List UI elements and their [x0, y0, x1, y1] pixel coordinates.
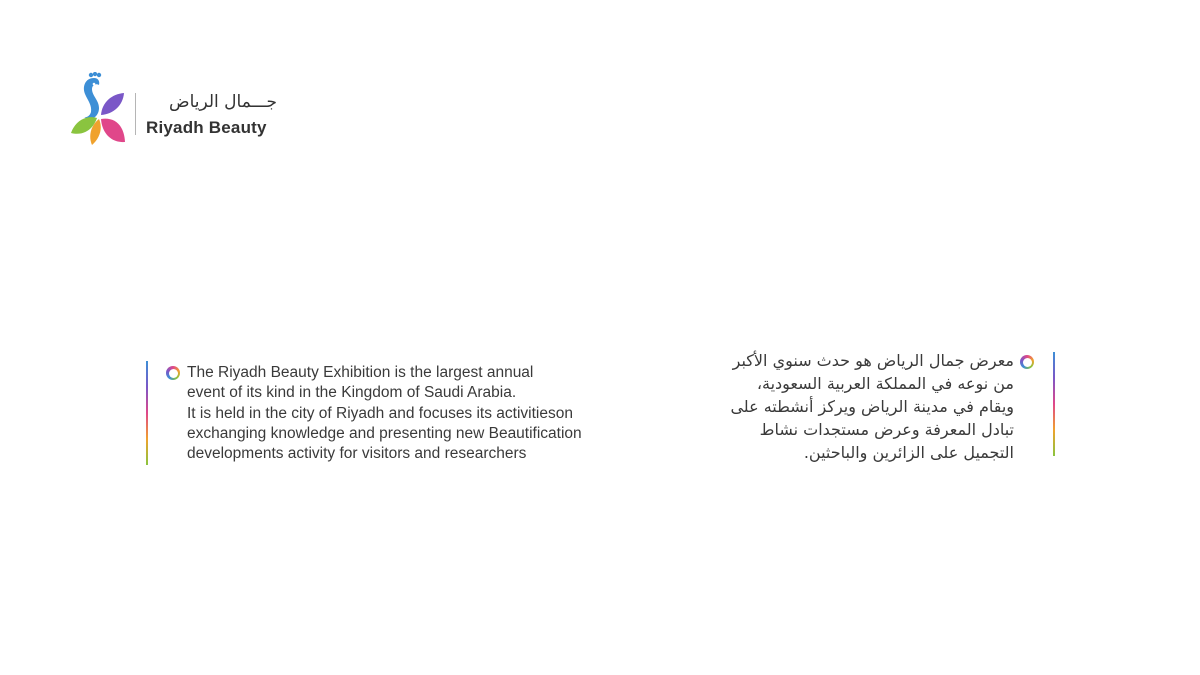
intro-ar-line: التجميل على الزائرين والباحثين. — [803, 443, 1014, 462]
gradient-divider-left — [146, 361, 148, 465]
intro-en-line: event of its kind in the Kingdom of Saudi Arabia. — [187, 384, 517, 402]
intro-ar-line: معرض جمال الرياض هو حدث سنوي الأكبر — [732, 351, 1014, 370]
intro-en-line: It is held in the city of Riyadh and focuses its activitieson — [187, 404, 573, 422]
peacock-butterfly-icon — [70, 72, 126, 148]
intro-ar-line: ويقام في مدينة الرياض ويركز أنشطته على — [730, 397, 1014, 416]
intro-ar-line: من نوعه في المملكة العربية السعودية، — [756, 374, 1014, 393]
intro-en-line: The Riyadh Beauty Exhibition is the largest annual — [187, 364, 534, 381]
ring-bullet-icon — [166, 366, 180, 380]
logo-english-name: Riyadh Beauty — [146, 118, 267, 137]
intro-paragraph-arabic — [640, 349, 1014, 464]
intro-en-line: exchanging knowledge and presenting new Beautification — [187, 424, 582, 442]
intro-en-line: developments activity for visitors and researchers — [187, 445, 527, 463]
intro-paragraph-english — [187, 363, 627, 464]
intro-ar-line: تبادل المعرفة وعرض مستجدات نشاط — [759, 420, 1014, 439]
logo-divider — [135, 93, 136, 135]
logo-arabic-name: جـــمال الرياض — [169, 92, 277, 112]
gradient-divider-right — [1053, 352, 1055, 456]
ring-bullet-icon — [1020, 355, 1034, 369]
